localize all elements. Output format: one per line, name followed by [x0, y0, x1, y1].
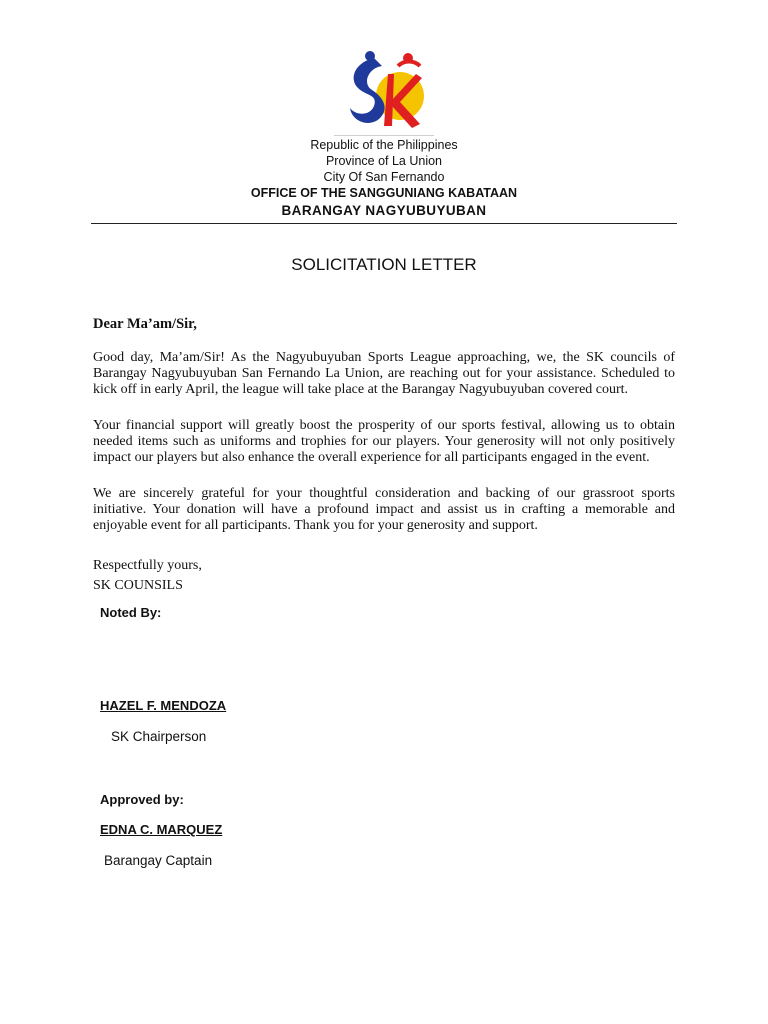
header-country: Republic of the Philippines: [310, 138, 458, 152]
header-city: City Of San Fernando: [323, 170, 445, 184]
body-paragraph-1: Good day, Ma’am/Sir! As the Nagyubuyuban Sports League approaching, we, the SK councils of Barangay Nagyubuyuban San Fernando La Union, are reaching out for your assistance. Scheduled to kick off in early April, the league will take place at the Barangay Nagyubuyuban covered court.: [93, 350, 675, 397]
approved-by-label: Approved by:: [100, 792, 184, 807]
approved-by-name: EDNA C. MARQUEZ: [100, 822, 223, 837]
noted-by-label: Noted By:: [100, 605, 162, 620]
salutation: Dear Ma’am/Sir,: [93, 316, 197, 332]
header-barangay: BARANGAY NAGYUBUYUBAN: [281, 203, 487, 218]
logo-divider: [334, 135, 434, 136]
body-paragraph-2: Your financial support will greatly boost the prosperity of our sports festival, allowing us to obtain needed items such as uniforms and trophies for our players. Your generosity will not only positively impact our players but also enhance the overall experience for all participants engaged in the event.: [93, 418, 675, 465]
body-paragraph-3: We are sincerely grateful for your thoughtful consideration and backing of our grassroot sports initiative. Your donation will have a profound impact and assist us in crafting a memorable and enjoyable event for all participants. Thank you for your generosity and support.: [93, 486, 675, 533]
closing: Respectfully yours,: [93, 558, 202, 573]
header-province: Province of La Union: [325, 154, 443, 168]
letter-title: SOLICITATION LETTER: [291, 255, 477, 274]
signoff: SK COUNSILS: [93, 578, 183, 593]
sk-logo-icon: [334, 44, 434, 136]
header-office: OFFICE OF THE SANGGUNIANG KABATAAN: [250, 186, 518, 200]
approved-by-role: Barangay Captain: [104, 853, 213, 868]
noted-by-name: HAZEL F. MENDOZA: [100, 698, 227, 713]
noted-by-role: SK Chairperson: [111, 729, 207, 744]
header-divider: [91, 223, 677, 224]
